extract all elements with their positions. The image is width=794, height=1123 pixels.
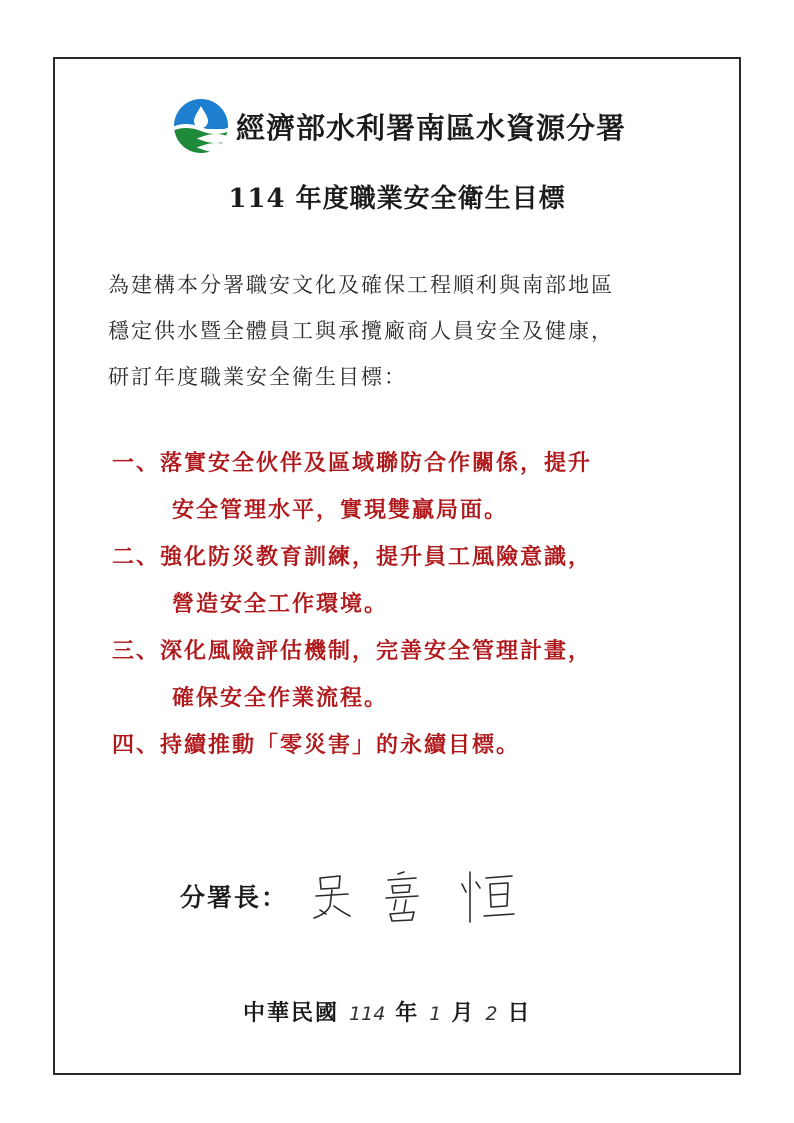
signature-block [180, 866, 526, 926]
document-title: 114 年度職業安全衛生目標 [228, 184, 566, 214]
handwritten-signature [306, 866, 526, 926]
month-label: 月 [451, 1000, 476, 1026]
date-day: 2 [485, 1003, 498, 1025]
goal-item-4 [112, 722, 712, 769]
intro-line: 穩定供水暨全體員工與承攬廠商人員安全及健康， [108, 319, 614, 343]
goal-item-3 [112, 628, 712, 722]
year-label: 年 [395, 1000, 420, 1026]
intro-paragraph [108, 262, 708, 400]
goal-line: 四、持續推動「零災害」的永續目標。 [112, 732, 521, 758]
goal-line-continued: 營造安全工作環境。 [172, 591, 389, 617]
date-month: 1 [429, 1003, 442, 1025]
signature-label: 分署長： [180, 883, 289, 912]
intro-line: 為建構本分署職安文化及確保工程順利與南部地區 [108, 273, 614, 297]
organization-name: 經濟部水利署南區水資源分署 [236, 110, 627, 145]
goal-line-continued: 安全管理水平，實現雙贏局面。 [172, 497, 509, 523]
goals-list [112, 440, 712, 769]
goal-item-2 [112, 534, 712, 628]
day-label: 日 [507, 1000, 532, 1026]
goal-line-continued: 確保安全作業流程。 [172, 685, 389, 711]
water-resources-agency-logo-icon [172, 97, 230, 155]
date-year: 114 [349, 1003, 386, 1025]
goal-line: 二、強化防災教育訓練，提升員工風險意識， [112, 544, 593, 570]
era-label: 中華民國 [243, 1000, 340, 1026]
intro-line: 研訂年度職業安全衛生目標： [108, 365, 407, 389]
letterhead [172, 97, 626, 155]
goal-line: 一、落實安全伙伴及區域聯防合作關係，提升 [112, 450, 593, 476]
goal-item-1 [112, 440, 712, 534]
goal-line: 三、深化風險評估機制，完善安全管理計畫， [112, 638, 593, 664]
date-line [243, 996, 532, 1027]
